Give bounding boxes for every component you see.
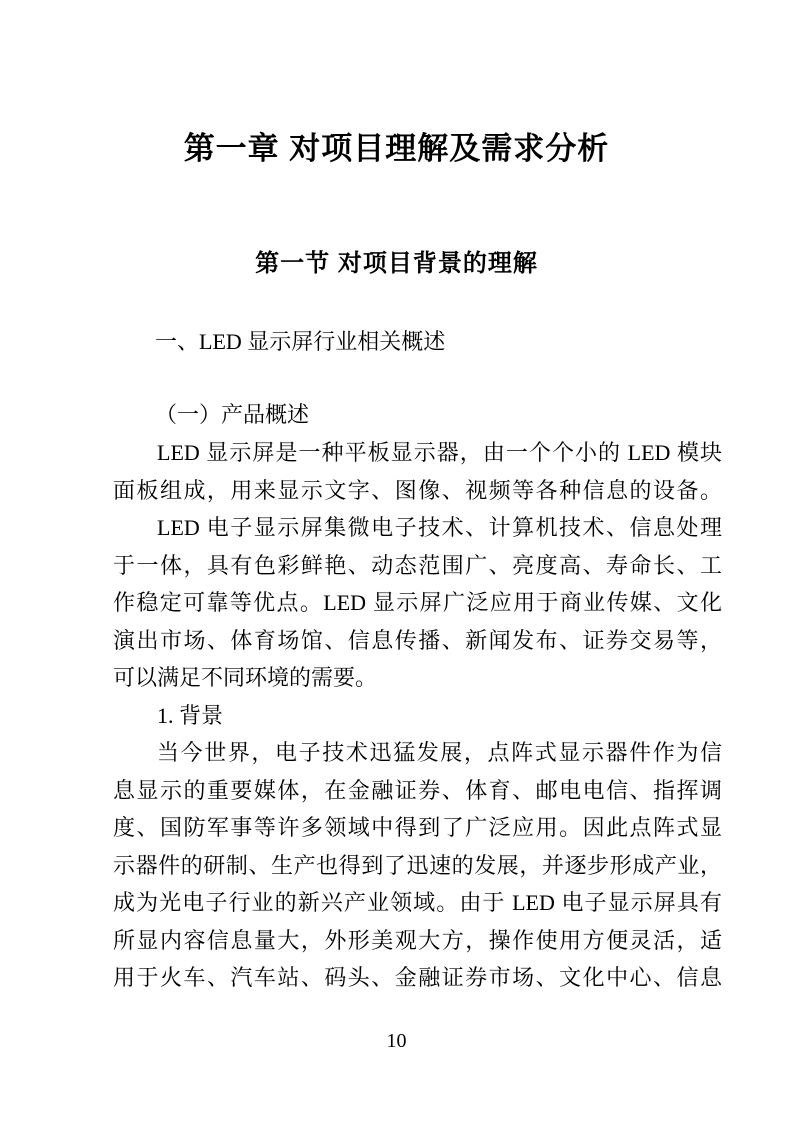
paragraph-line: 用于火车、汽车站、码头、金融证券市场、文化中心、信息 (113, 965, 722, 990)
paragraph-line: 当今世界，电子技术迅猛发展，点阵式显示器件作为信 (157, 740, 722, 765)
heading-level1: 一、LED 显示屏行业相关概述 (155, 329, 446, 354)
section-title: 第一节 对项目背景的理解 (255, 250, 538, 277)
paragraph-line: LED 显示屏是一种平板显示器，由一个个小的 LED 模块 (157, 440, 722, 465)
body-text (113, 434, 722, 997)
paragraph-line: 面板组成，用来显示文字、图像、视频等各种信息的设备。 (113, 477, 722, 503)
page-number: 10 (386, 1030, 407, 1052)
paragraph-line: 于一体，具有色彩鲜艳、动态范围广、亮度高、寿命长、工 (113, 552, 722, 578)
paragraph-line: LED 电子显示屏集微电子技术、计算机技术、信息处理 (157, 515, 722, 540)
paragraph-line: 息显示的重要媒体，在金融证券、体育、邮电电信、指挥调 (113, 777, 722, 803)
paragraph-line: 作稳定可靠等优点。LED 显示屏广泛应用于商业传媒、文化 (113, 590, 722, 615)
chapter-title: 第一章 对项目理解及需求分析 (183, 131, 610, 166)
paragraph-line: 所显内容信息量大，外形美观大方，操作使用方便灵活，适 (113, 927, 722, 953)
paragraph-line: 演出市场、体育场馆、信息传播、新闻发布、证券交易等， (113, 627, 722, 653)
paragraph-line: 示器件的研制、生产也得到了迅速的发展，并逐步形成产业， (113, 852, 722, 878)
paragraph-line: 成为光电子行业的新兴产业领域。由于 LED 电子显示屏具有 (113, 890, 722, 915)
heading-level2: （一）产品概述 (155, 402, 310, 427)
paragraph-line: 1. 背景 (157, 702, 224, 728)
paragraph-line: 可以满足不同环境的需要。 (113, 665, 378, 690)
paragraph-line: 度、国防军事等许多领域中得到了广泛应用。因此点阵式显 (113, 815, 722, 840)
